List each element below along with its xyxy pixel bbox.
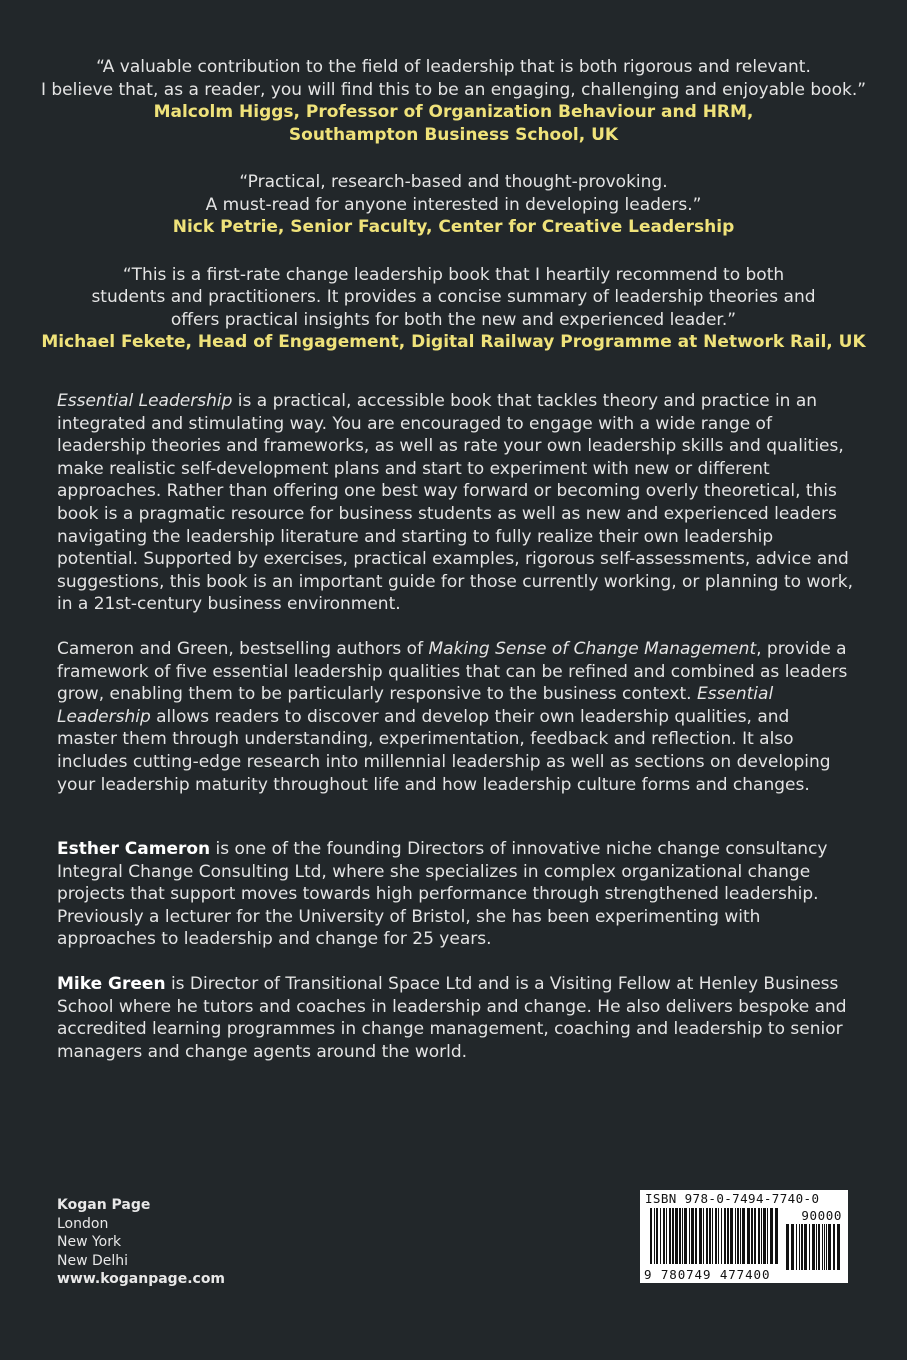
- author-bio-text: is Director of Transitional Space Ltd and is a Visiting Fellow at Henley Business School where he tutors and coaches in leadership and change. He also delivers bespoke and accredited learning programmes in change management, coaching and leadership to senior managers and change agents around the world.: [57, 973, 847, 1062]
- endorsement-2: [30, 171, 877, 239]
- publisher-name: Kogan Page: [57, 1197, 151, 1213]
- ean-number: 9 780749 477400: [644, 1267, 771, 1282]
- quote-attribution: Michael Fekete, Head of Engagement, Digital Railway Programme at Network Rail, UK: [41, 332, 866, 352]
- book-title: Essential Leadership: [57, 684, 774, 727]
- description-text: Cameron and Green, bestselling authors of: [57, 638, 429, 659]
- author-name: Mike Green: [57, 973, 166, 994]
- book-description: [57, 390, 853, 818]
- quote-text: “A valuable contribution to the field of leadership that is both rigorous and relevant. I believe that, as a reader, you will find this to be an engaging, challenging and enjoyable book.”: [40, 57, 867, 100]
- author-bio-2: [57, 973, 853, 1063]
- description-paragraph-2: [57, 638, 853, 796]
- price-addon-number: 90000: [801, 1208, 842, 1223]
- author-name: Esther Cameron: [57, 839, 211, 859]
- author-bios: [57, 838, 853, 1085]
- publisher-city: London: [57, 1215, 109, 1232]
- addon-barcode-bars-icon: [786, 1224, 842, 1270]
- description-text: allows readers to discover and develop their own leadership qualities, and master them through understanding, experimentation, feedback and reflection. It also includes cutting-edge research into millennial leadership as well as sections on developing your leadership maturity throughout life and how leadership culture forms and changes.: [57, 706, 831, 795]
- publisher-city: New Delhi: [57, 1252, 129, 1269]
- quote-text: “This is a first-rate change leadership book that I heartily recommend to both students and practitioners. It provides a concise summary of leadership theories and offers practical insights for both the new and experienced leader.”: [91, 264, 816, 330]
- endorsements: [30, 56, 877, 379]
- barcode-bars-icon: [650, 1208, 778, 1264]
- description-text: , provide a framework of five essential leadership qualities that can be refined and combined as leaders grow, enabling them to be particularly responsive to the business context.: [57, 638, 848, 705]
- publisher-block: [57, 1196, 225, 1289]
- quote-text: “Practical, research-based and thought-provoking. A must-read for anyone interested in developing leaders.”: [205, 172, 702, 215]
- isbn-number: ISBN 978-0-7494-7740-0: [645, 1191, 820, 1206]
- isbn-barcode: [640, 1190, 848, 1283]
- quote-attribution: Nick Petrie, Senior Faculty, Center for Creative Leadership: [172, 217, 735, 237]
- author-bio-1: [57, 838, 853, 951]
- other-book-title: Making Sense of Change Management: [428, 638, 757, 659]
- endorsement-1: [30, 56, 877, 146]
- book-title: Essential Leadership: [57, 391, 233, 411]
- description-text: is a practical, accessible book that tackles theory and practice in an integrated and stimulating way. You are encouraged to engage with a wide range of leadership theories and frameworks, as well as rate your own leadership skills and qualities, make realistic self-development plans and start to experiment with new or different approaches. Rather than offering one best way forward or becoming overly theoretical, this book is a pragmatic resource for business students as well as new and experienced leaders navigating the leadership literature and starting to fully realize their own leadership potential. Supported by exercises, practical examples, rigorous self-assessments, advice and suggestions, this book is an important guide for those currently working, or planning to work, in a 21st-century business environment.: [57, 391, 854, 615]
- publisher-website: www.koganpage.com: [57, 1271, 226, 1287]
- quote-attribution: Malcolm Higgs, Professor of Organization Behaviour and HRM, Southampton Business School, UK: [153, 102, 754, 145]
- author-bio-text: is one of the founding Directors of innovative niche change consultancy Integral Change Consulting Ltd, where she specializes in complex organizational change projects that support moves towards high performance through strengthened leadership. Previously a lecturer for the University of Bristol, she has been experimenting with approaches to leadership and change for 25 years.: [57, 839, 828, 950]
- endorsement-3: [30, 264, 877, 354]
- description-paragraph-1: [57, 390, 853, 616]
- publisher-city: New York: [57, 1234, 122, 1250]
